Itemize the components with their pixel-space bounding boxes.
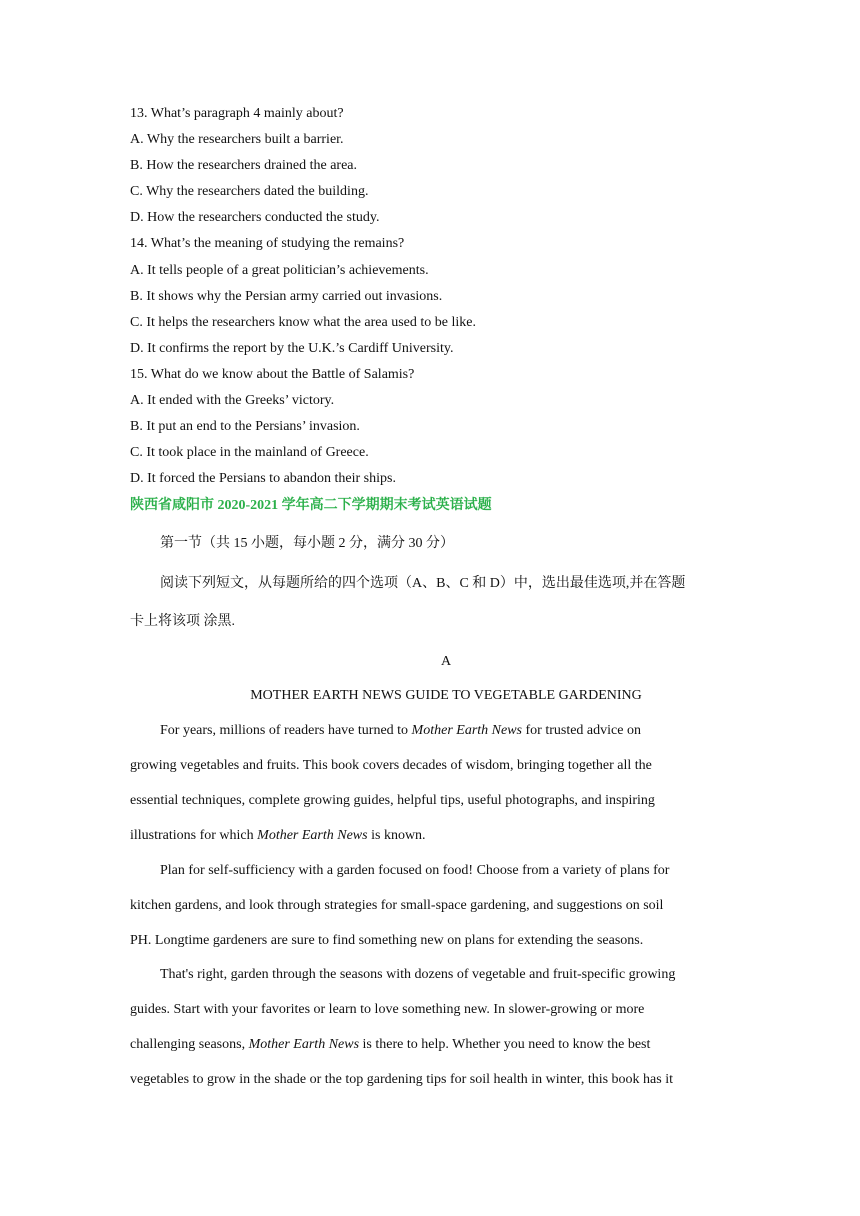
paragraph-1-line-4: illustrations for which Mother Earth News is known.	[130, 828, 426, 843]
question-13-option-a: A. Why the researchers built a barrier.	[130, 132, 344, 147]
question-13-option-b: B. How the researchers drained the area.	[130, 158, 358, 173]
question-14-option-c: C. It helps the researchers know what the area used to be like.	[130, 315, 476, 330]
question-15-option-d: D. It forced the Persians to abandon their ships.	[130, 471, 396, 486]
question-15-option-c: C. It took place in the mainland of Greece.	[130, 445, 369, 460]
question-14-stem: 14. What’s the meaning of studying the remains?	[130, 236, 405, 251]
paragraph-3-line-2: guides. Start with your favorites or learn to love something new. In slower-growing or more	[130, 1002, 645, 1017]
paragraph-1-line-3: essential techniques, complete growing guides, helpful tips, useful photographs, and inspiring	[130, 793, 655, 808]
question-13-option-c: C. Why the researchers dated the building.	[130, 184, 369, 199]
paragraph-1-line-1: For years, millions of readers have turned to Mother Earth News for trusted advice on	[160, 723, 641, 738]
question-14-option-a: A. It tells people of a great politician’s achievements.	[130, 263, 429, 278]
question-13-option-d: D. How the researchers conducted the study.	[130, 210, 380, 225]
paragraph-3-line-4: vegetables to grow in the shade or the top gardening tips for soil health in winter, this book has it	[130, 1072, 673, 1087]
question-15-option-b: B. It put an end to the Persians’ invasion.	[130, 419, 360, 434]
publication-name: Mother Earth News	[248, 1037, 360, 1052]
passage-title: MOTHER EARTH NEWS GUIDE TO VEGETABLE GARDENING	[250, 688, 642, 703]
publication-name: Mother Earth News	[257, 828, 368, 843]
paragraph-3-line-1: That's right, garden through the seasons with dozens of vegetable and fruit-specific growing	[160, 967, 676, 982]
question-15-stem: 15. What do we know about the Battle of Salamis?	[130, 367, 415, 382]
paragraph-2-line-2: kitchen gardens, and look through strategies for small-space gardening, and suggestions on soil	[130, 898, 664, 913]
question-14-option-d: D. It confirms the report by the U.K.’s Cardiff University.	[130, 341, 454, 356]
question-15-option-a: A. It ended with the Greeks’ victory.	[130, 393, 335, 408]
question-13-stem: 13. What’s paragraph 4 mainly about?	[130, 106, 344, 121]
paragraph-2-line-1: Plan for self-sufficiency with a garden focused on food! Choose from a variety of plans for	[160, 863, 670, 878]
passage-letter: A	[440, 654, 452, 669]
exam-heading: 陕西省咸阳市 2020-2021 学年高二下学期期末考试英语试题	[130, 498, 492, 513]
instructions-line-2: 卡上将该项 涂黑.	[130, 614, 235, 629]
publication-name: Mother Earth News	[411, 723, 522, 738]
instructions-line-1: 阅读下列短文，从每题所给的四个选项（A、B、C 和 D）中，选出最佳选项,并在答题	[160, 576, 686, 591]
paragraph-1-line-2: growing vegetables and fruits. This book covers decades of wisdom, bringing together all the	[130, 758, 652, 773]
question-14-option-b: B. It shows why the Persian army carried out invasions.	[130, 289, 443, 304]
section-note: 第一节（共 15 小题，每小题 2 分，满分 30 分）	[160, 536, 454, 551]
paragraph-3-line-3: challenging seasons, Mother Earth News is there to help. Whether you need to know the best	[130, 1037, 651, 1052]
paragraph-2-line-3: PH. Longtime gardeners are sure to find something new on plans for extending the seasons.	[130, 933, 644, 948]
